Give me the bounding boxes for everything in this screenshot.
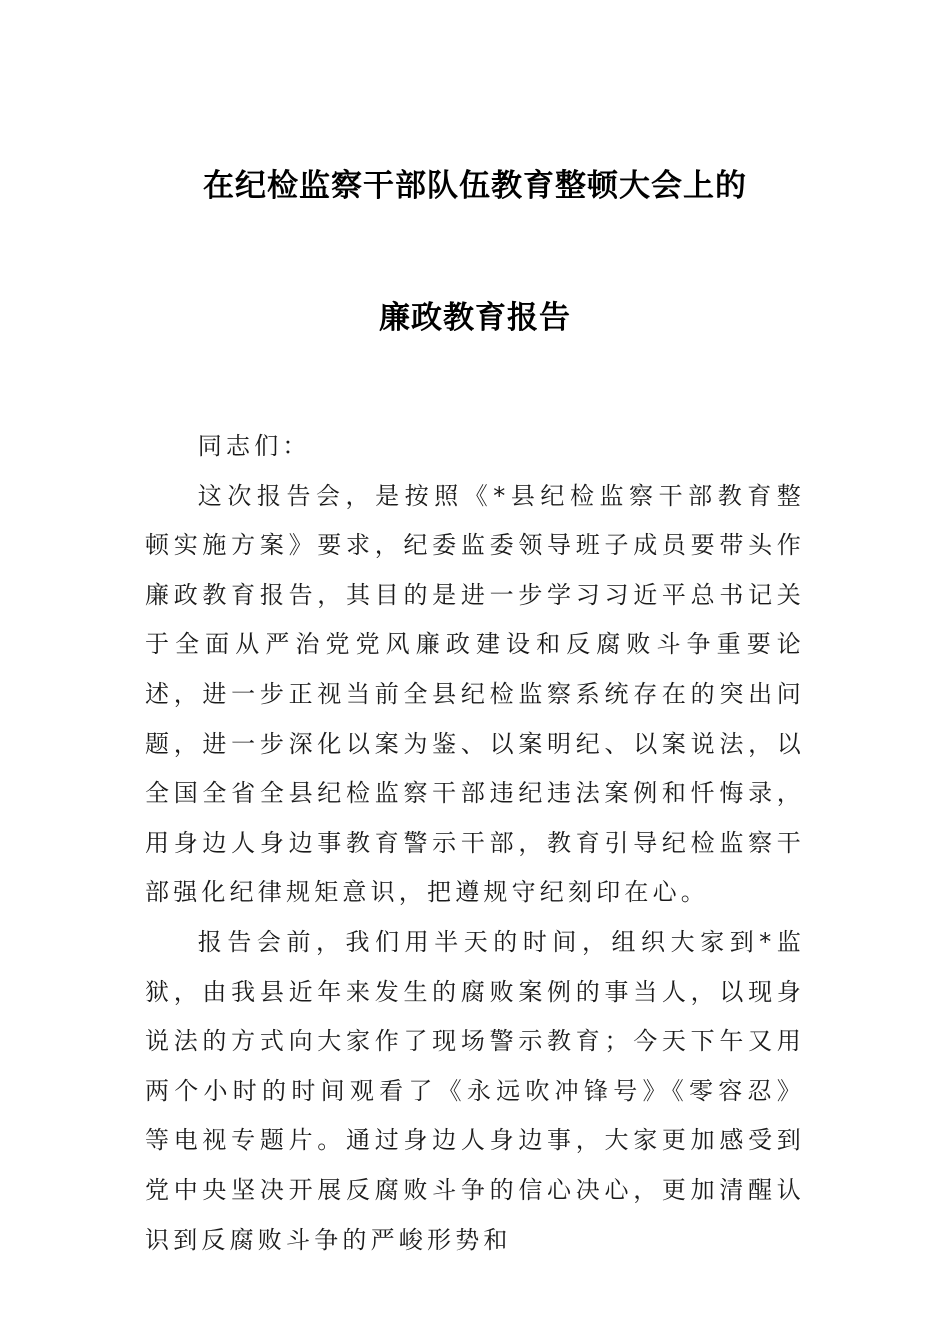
salutation: 同志们：: [197, 432, 311, 460]
document-body: [145, 422, 805, 1265]
title-line-1: 在纪检监察干部队伍教育整顿大会上的: [203, 168, 747, 204]
paragraph: 这次报告会，是按照《*县纪检监察干部教育整顿实施方案》要求，纪委监委领导班子成员要带头作廉政教育报告，其目的是进一步学习习近平总书记关于全面从严治党党风廉政建设和反腐败斗争重要论述，进一步正视当前全县纪检监察系统存在的突出问题，进一步深化以案为鉴、以案明纪、以案说法，以全国全省全县纪检监察干部违纪违法案例和忏悔录，用身边人身边事教育警示干部，教育引导纪检监察干部强化纪律规矩意识，把遵规守纪刻印在心。: [145, 481, 805, 907]
paragraph: 报告会前，我们用半天的时间，组织大家到*监狱，由我县近年来发生的腐败案例的事当人，以现身说法的方式向大家作了现场警示教育；今天下午又用两个小时的时间观看了《永远吹冲锋号》《零容忍》等电视专题片。通过身边人身边事，大家更加感受到党中央坚决开展反腐败斗争的信心决心，更加清醒认识到反腐败斗争的严峻形势和: [145, 927, 805, 1254]
title-line-2: 廉政教育报告: [379, 300, 571, 336]
